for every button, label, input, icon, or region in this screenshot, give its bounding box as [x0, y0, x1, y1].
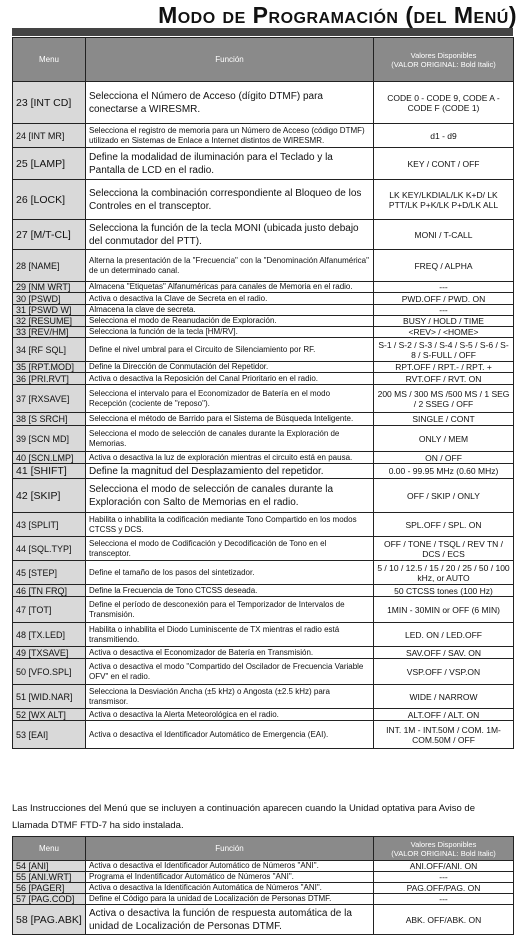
table-row — [13, 452, 514, 464]
table-row — [13, 220, 514, 250]
table-row — [13, 338, 514, 362]
menu-cell: 33 [REV/HM] — [13, 327, 86, 338]
menu-cell: 40 [SCN.LMP] — [13, 452, 86, 464]
table-row — [13, 894, 514, 905]
values-cell: 1MIN - 30MIN or OFF (6 MIN) — [374, 597, 514, 623]
menu-cell: 28 [NAME] — [13, 250, 86, 282]
table-row — [13, 305, 514, 316]
menu-cell: 34 [RF SQL] — [13, 338, 86, 362]
function-cell: Define el tamaño de los pasos del sintetizador. — [86, 561, 374, 585]
values-cell: 50 CTCSS tones (100 Hz) — [374, 585, 514, 597]
menu-cell: 39 [SCN MD] — [13, 426, 86, 452]
function-cell: Selecciona el modo de selección de canales durante la Exploración con Salto de Memorias en el radio. — [86, 479, 374, 513]
values-cell: ONLY / MEM — [374, 426, 514, 452]
table-row — [13, 316, 514, 327]
col-header-funcion: Función — [86, 38, 374, 82]
menu-cell: 47 [TOT] — [13, 597, 86, 623]
values-cell: PWD.OFF / PWD. ON — [374, 293, 514, 305]
values-cell: ALT.OFF / ALT. ON — [374, 709, 514, 721]
table-row — [13, 250, 514, 282]
values-cell: RPT.OFF / RPT.- / RPT. + — [374, 362, 514, 373]
values-cell: BUSY / HOLD / TIME — [374, 316, 514, 327]
function-cell: Selecciona el Número de Acceso (dígito DTMF) para conectarse a WIRESMR. — [86, 82, 374, 124]
function-cell: Activa o desactiva la Clave de Secreta en el radio. — [86, 293, 374, 305]
menu-cell: 24 [INT MR] — [13, 124, 86, 148]
function-cell: Alterna la presentación de la "Frecuencia" con la "Denominación Alfanumérica" de un determinado canal. — [86, 250, 374, 282]
table-row — [13, 685, 514, 709]
col-header-valores — [374, 837, 514, 861]
function-cell: Selecciona el método de Barrido para el Sistema de Búsqueda Inteligente. — [86, 413, 374, 426]
menu-cell: 42 [SKIP] — [13, 479, 86, 513]
table-row — [13, 82, 514, 124]
function-cell: Almacena "Etiquetas" Alfanuméricas para canales de Memoria en el radio. — [86, 282, 374, 293]
table-row — [13, 597, 514, 623]
values-cell: ABK. OFF/ABK. ON — [374, 905, 514, 935]
table-row — [13, 721, 514, 749]
function-cell: Define el período de desconexión para el Temporizador de Intervalos de Transmisión. — [86, 597, 374, 623]
table-row — [13, 561, 514, 585]
col-header-valores-line1: Valores Disponibles — [410, 50, 477, 60]
table-row — [13, 373, 514, 385]
menu-cell: 27 [M/T-CL] — [13, 220, 86, 250]
values-cell: PAG.OFF/PAG. ON — [374, 883, 514, 894]
menu-cell: 43 [SPLIT] — [13, 513, 86, 537]
function-cell: Selecciona el modo de Codificación y Decodificación de Tono en el transceptor. — [86, 537, 374, 561]
table-row — [13, 513, 514, 537]
function-cell: Selecciona la función de la tecla [HM/RV]. — [86, 327, 374, 338]
table-row — [13, 905, 514, 935]
values-cell: 200 MS / 300 MS /500 MS / 1 SEG / 2 SSEG / OFF — [374, 385, 514, 413]
menu-cell: 55 [ANI.WRT] — [13, 872, 86, 883]
title-rule — [12, 28, 513, 36]
function-cell: Selecciona la función de la tecla MONI (ubicada justo debajo del conmutador del PTT). — [86, 220, 374, 250]
function-cell: Activa o desactiva la Reposición del Canal Prioritario en el radio. — [86, 373, 374, 385]
menu-cell: 30 [PSWD] — [13, 293, 86, 305]
function-cell: Activa o desactiva el Identificador Automático de Emergencia (EAI). — [86, 721, 374, 749]
menu-cell: 57 [PAG.COD] — [13, 894, 86, 905]
function-cell: Define la modalidad de iluminación para el Teclado y la Pantalla de LCD en el radio. — [86, 148, 374, 180]
values-cell: KEY / CONT / OFF — [374, 148, 514, 180]
table-row — [13, 124, 514, 148]
menu-cell: 45 [STEP] — [13, 561, 86, 585]
function-cell: Habilita o inhabilita la codificación mediante Tono Compartido en los modos CTCSS y DCS. — [86, 513, 374, 537]
col-header-funcion: Función — [86, 837, 374, 861]
table-row — [13, 872, 514, 883]
values-cell: WIDE / NARROW — [374, 685, 514, 709]
menu-cell: 41 [SHIFT] — [13, 464, 86, 479]
menu-cell: 23 [INT CD] — [13, 82, 86, 124]
function-cell: Activa o desactiva el Economizador de Batería en Transmisión. — [86, 647, 374, 659]
values-cell: SINGLE / CONT — [374, 413, 514, 426]
function-cell: Habilita o inhabilita el Diodo Luminiscente de TX mientras el radio está transmitiendo. — [86, 623, 374, 647]
values-cell: --- — [374, 894, 514, 905]
values-cell: LED. ON / LED.OFF — [374, 623, 514, 647]
function-cell: Define el Código para la unidad de Localización de Personas DTMF. — [86, 894, 374, 905]
function-cell: Activa o desactiva la Identificación Automática de Números "ANI". — [86, 883, 374, 894]
table-row — [13, 623, 514, 647]
menu-cell: 35 [RPT.MOD] — [13, 362, 86, 373]
values-cell: --- — [374, 282, 514, 293]
col-header-valores-line1: Valores Disponibles — [410, 839, 477, 849]
menu-cell: 46 [TN FRQ] — [13, 585, 86, 597]
function-cell: Define la Dirección de Conmutación del Repetidor. — [86, 362, 374, 373]
menu-cell: 50 [VFO.SPL] — [13, 659, 86, 685]
menu-cell: 29 [NM WRT] — [13, 282, 86, 293]
menu-cell: 51 [WID.NAR] — [13, 685, 86, 709]
dtmf-note: Las Instrucciones del Menú que se incluyen a continuación aparecen cuando la Unidad optativa para Aviso de Llamada DTMF FTD-7 ha sido instalada. — [12, 803, 475, 831]
menu-cell: 37 [RXSAVE] — [13, 385, 86, 413]
menu-cell: 32 [RESUME] — [13, 316, 86, 327]
menu-cell: 52 [WX ALT] — [13, 709, 86, 721]
values-cell: OFF / SKIP / ONLY — [374, 479, 514, 513]
menu-cell: 48 [TX.LED] — [13, 623, 86, 647]
menu-cell: 49 [TXSAVE] — [13, 647, 86, 659]
values-cell: ON / OFF — [374, 452, 514, 464]
values-cell: d1 - d9 — [374, 124, 514, 148]
table-row — [13, 537, 514, 561]
dtmf-menu-table — [12, 836, 514, 935]
col-header-menu: Menu — [13, 38, 86, 82]
table-row — [13, 385, 514, 413]
menu-table — [12, 37, 514, 749]
menu-cell: 38 [S SRCH] — [13, 413, 86, 426]
table-row — [13, 585, 514, 597]
menu-cell: 31 [PSWD W] — [13, 305, 86, 316]
table-row — [13, 426, 514, 452]
function-cell: Define el nivel umbral para el Circuito de Silenciamiento por RF. — [86, 338, 374, 362]
menu-cell: 54 [ANI] — [13, 861, 86, 872]
values-cell: MONI / T-CALL — [374, 220, 514, 250]
table-row — [13, 479, 514, 513]
values-cell: <REV> / <HOME> — [374, 327, 514, 338]
function-cell: Selecciona el modo de selección de canales durante la Exploración de Memorias. — [86, 426, 374, 452]
function-cell: Selecciona la Desviación Ancha (±5 kHz) o Angosta (±2.5 kHz) para transmisor. — [86, 685, 374, 709]
function-cell: Activa o desactiva la luz de exploración mientras el circuito está en pausa. — [86, 452, 374, 464]
table-row — [13, 861, 514, 872]
values-cell: SPL.OFF / SPL. ON — [374, 513, 514, 537]
table-row — [13, 282, 514, 293]
table-row — [13, 362, 514, 373]
function-cell: Selecciona el registro de memoria para un Número de Acceso (código DTMF) utilizado en Sistemas de Enlace a Internet distintos de WIRESMR. — [86, 124, 374, 148]
page-title: Modo de Programación (del Menú) — [158, 2, 517, 28]
values-cell: VSP.OFF / VSP.ON — [374, 659, 514, 685]
col-header-valores-line2: (VALOR ORIGINAL: Bold Italic) — [391, 59, 496, 69]
values-cell: RVT.OFF / RVT. ON — [374, 373, 514, 385]
values-cell: SAV.OFF / SAV. ON — [374, 647, 514, 659]
menu-cell: 53 [EAI] — [13, 721, 86, 749]
function-cell: Activa o desactiva la función de respuesta automática de la unidad de Localización de Personas DTMF. — [86, 905, 374, 935]
menu-cell: 56 [PAGER] — [13, 883, 86, 894]
table-row — [13, 327, 514, 338]
values-cell: CODE 0 - CODE 9, CODE A - CODE F (CODE 1) — [374, 82, 514, 124]
values-cell: INT. 1M - INT.50M / COM. 1M-COM.50M / OFF — [374, 721, 514, 749]
col-header-menu: Menu — [13, 837, 86, 861]
col-header-valores — [374, 38, 514, 82]
menu-cell: 58 [PAG.ABK] — [13, 905, 86, 935]
function-cell: Selecciona el modo de Reanudación de Exploración. — [86, 316, 374, 327]
values-cell: 0.00 - 99.95 MHz (0.60 MHz) — [374, 464, 514, 479]
function-cell: Programa el Indentificador Automático de Números "ANI". — [86, 872, 374, 883]
function-cell: Define la magnitud del Desplazamiento del repetidor. — [86, 464, 374, 479]
table-row — [13, 413, 514, 426]
values-cell: OFF / TONE / TSQL / REV TN / DCS / ECS — [374, 537, 514, 561]
values-cell: LK KEY/LKDIAL/LK K+D/ LK PTT/LK P+K/LK P+D/LK ALL — [374, 180, 514, 220]
function-cell: Selecciona la combinación correspondiente al Bloqueo de los Controles en el transceptor. — [86, 180, 374, 220]
table-row — [13, 659, 514, 685]
function-cell: Activa o desactiva la Alerta Meteorológica en el radio. — [86, 709, 374, 721]
menu-cell: 44 [SQL.TYP] — [13, 537, 86, 561]
values-cell: ANI.OFF/ANI. ON — [374, 861, 514, 872]
values-cell: FREQ / ALPHA — [374, 250, 514, 282]
table-row — [13, 293, 514, 305]
table-row — [13, 647, 514, 659]
values-cell: --- — [374, 305, 514, 316]
function-cell: Selecciona el intervalo para el Economizador de Batería en el modo Recepción (cociente de "reposo"). — [86, 385, 374, 413]
function-cell: Almacena la clave de secreta. — [86, 305, 374, 316]
function-cell: Activa o desactiva el modo "Compartido del Oscilador de Frecuencia Variable OFV" en el radio. — [86, 659, 374, 685]
table-row — [13, 180, 514, 220]
table-row — [13, 148, 514, 180]
table-row — [13, 883, 514, 894]
menu-cell: 25 [LAMP] — [13, 148, 86, 180]
table-row — [13, 464, 514, 479]
table-row — [13, 709, 514, 721]
menu-cell: 36 [PRI.RVT] — [13, 373, 86, 385]
function-cell: Activa o desactiva el Identificador Automático de Números "ANI". — [86, 861, 374, 872]
menu-cell: 26 [LOCK] — [13, 180, 86, 220]
values-cell: S-1 / S-2 / S-3 / S-4 / S-5 / S-6 / S-8 / S-FULL / OFF — [374, 338, 514, 362]
values-cell: 5 / 10 / 12.5 / 15 / 20 / 25 / 50 / 100 kHz, or AUTO — [374, 561, 514, 585]
function-cell: Define la Frecuencia de Tono CTCSS deseada. — [86, 585, 374, 597]
values-cell: --- — [374, 872, 514, 883]
col-header-valores-line2: (VALOR ORIGINAL: Bold Italic) — [391, 848, 496, 858]
